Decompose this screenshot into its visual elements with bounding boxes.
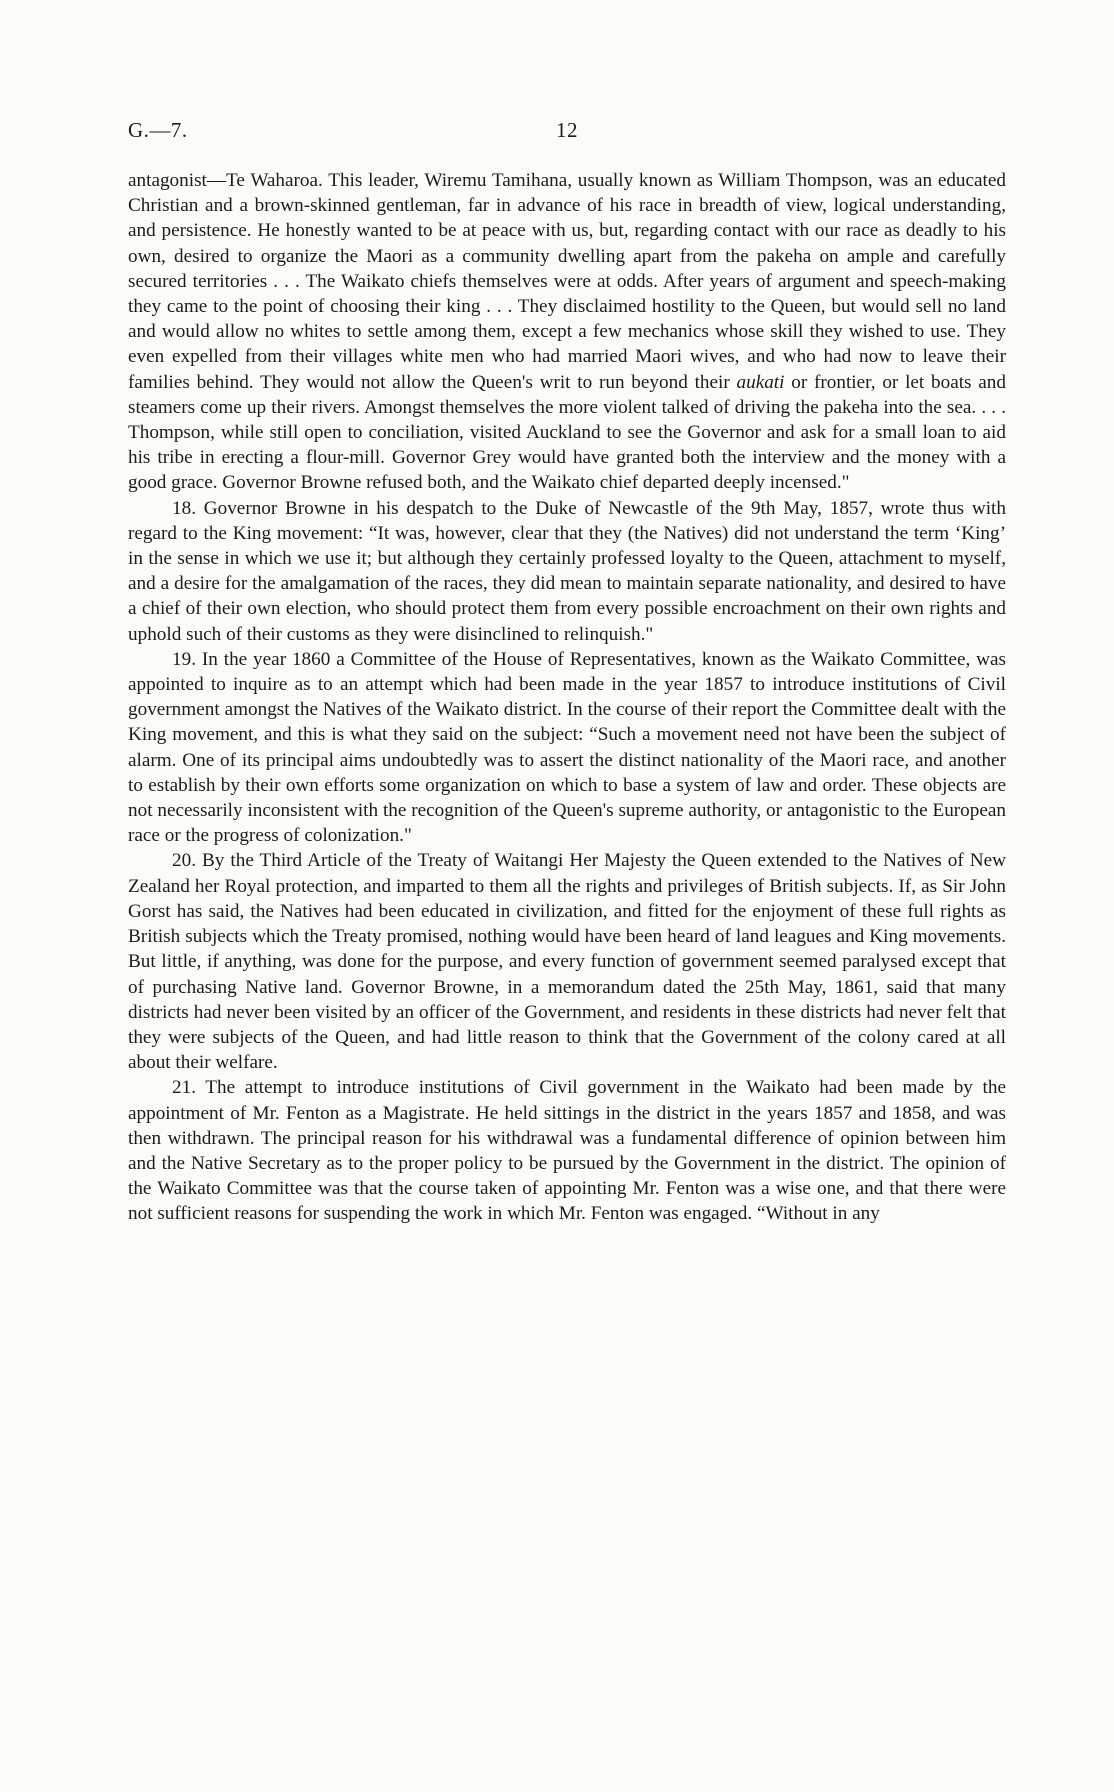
document-reference: G.—7.	[128, 118, 188, 142]
body-text	[128, 168, 1006, 1227]
paragraph-20: 20. By the Third Article of the Treaty of Waitangi Her Majesty the Queen extended to the Natives of New Zealand her Royal protection, and imparted to them all the rights and privileges of British subjects. If, as Sir John Gorst has said, the Natives had been educated in civilization, and fitted for the enjoyment of these full rights as British subjects which the Treaty promised, nothing would have been heard of land leagues and King movements. But little, if anything, was done for the purpose, and every function of government seemed paralysed except that of purchasing Native land. Governor Browne, in a memorandum dated the 25th May, 1861, said that many districts had never been visited by an officer of the Government, and residents in these districts had never felt that they were subjects of the Queen, and had little reason to think that the Government of the colony cared at all about their welfare.	[128, 850, 1006, 1074]
paragraph-continued	[128, 168, 1006, 496]
paragraph-21: 21. The attempt to introduce institutions of Civil government in the Waikato had been made by the appointment of Mr. Fenton as a Magistrate. He held sittings in the district in the years 1857 and 1858, and was then withdrawn. The principal reason for his withdrawal was a fundamental difference of opinion between him and the Native Secretary as to the proper policy to be pursued by the Government in the district. The opinion of the Waikato Committee was that the course taken of appointing Mr. Fenton was a wise one, and that there were not sufficient reasons for suspending the work in which Mr. Fenton was engaged. “Without in any	[128, 1077, 1006, 1225]
paragraph-text-part: antagonist—Te Waharoa. This leader, Wiremu Tamihana, usually known as William Thompson, was an educated Christian and a brown-skinned gentleman, far in advance of his race in breadth of view, logical understanding, and persistence. He honestly wanted to be at peace with us, but, regarding contact with our race as deadly to his own, desired to organize the Maori as a community dwelling apart from the pakeha on ample and carefully secured territories . . . The Waikato chiefs themselves were at odds. After years of argument and speech-making they came to the point of choosing their king . . . They disclaimed hostility to the Queen, but would sell no land and would allow no whites to settle among them, except a few mechanics whose skill they wished to use. They even expelled from their villages white men who had married Maori wives, and who had now to leave their families behind. They would not allow the Queen's writ to run beyond their	[128, 170, 1006, 393]
paragraph-text-part: or frontier, or let boats and steamers come up their rivers. Amongst themselves the more violent talked of driving the pakeha into the sea. . . . Thompson, while still open to conciliation, visited Auckland to see the Governor and ask for a small loan to aid his tribe in erecting a flour-mill. Governor Grey would have granted both the interview and the money with a good grace. Governor Browne refused both, and the Waikato chief departed deeply incensed."	[128, 371, 1006, 494]
paragraph-18: 18. Governor Browne in his despatch to the Duke of Newcastle of the 9th May, 1857, wrote thus with regard to the King movement: “It was, however, clear that they (the Natives) did not understand the term ‘King’ in the sense in which we use it; but although they certainly professed loyalty to the Queen, attachment to myself, and a desire for the amalgamation of the races, they did mean to maintain separate nationality, and desired to have a chief of their own election, who should protect them from every possible encroachment on their own rights and uphold such of their customs as they were disinclined to relinquish."	[128, 497, 1006, 645]
page-number: 12	[556, 118, 578, 142]
paragraph-19: 19. In the year 1860 a Committee of the House of Representatives, known as the Waikato Committee, was appointed to inquire as to an attempt which had been made in the year 1857 to introduce institutions of Civil government amongst the Natives of the Waikato district. In the course of their report the Committee dealt with the King movement, and this is what they said on the subject: “Such a movement need not have been the subject of alarm. One of its principal aims undoubtedly was to assert the distinct nationality of the Maori race, and another to establish by their own efforts some organization on which to base a system of law and order. These objects are not necessarily inconsistent with the recognition of the Queen's supreme authority, or antagonistic to the European race or the progress of colonization."	[128, 648, 1006, 847]
page-header	[128, 118, 1006, 148]
italic-term: aukati	[736, 371, 785, 393]
